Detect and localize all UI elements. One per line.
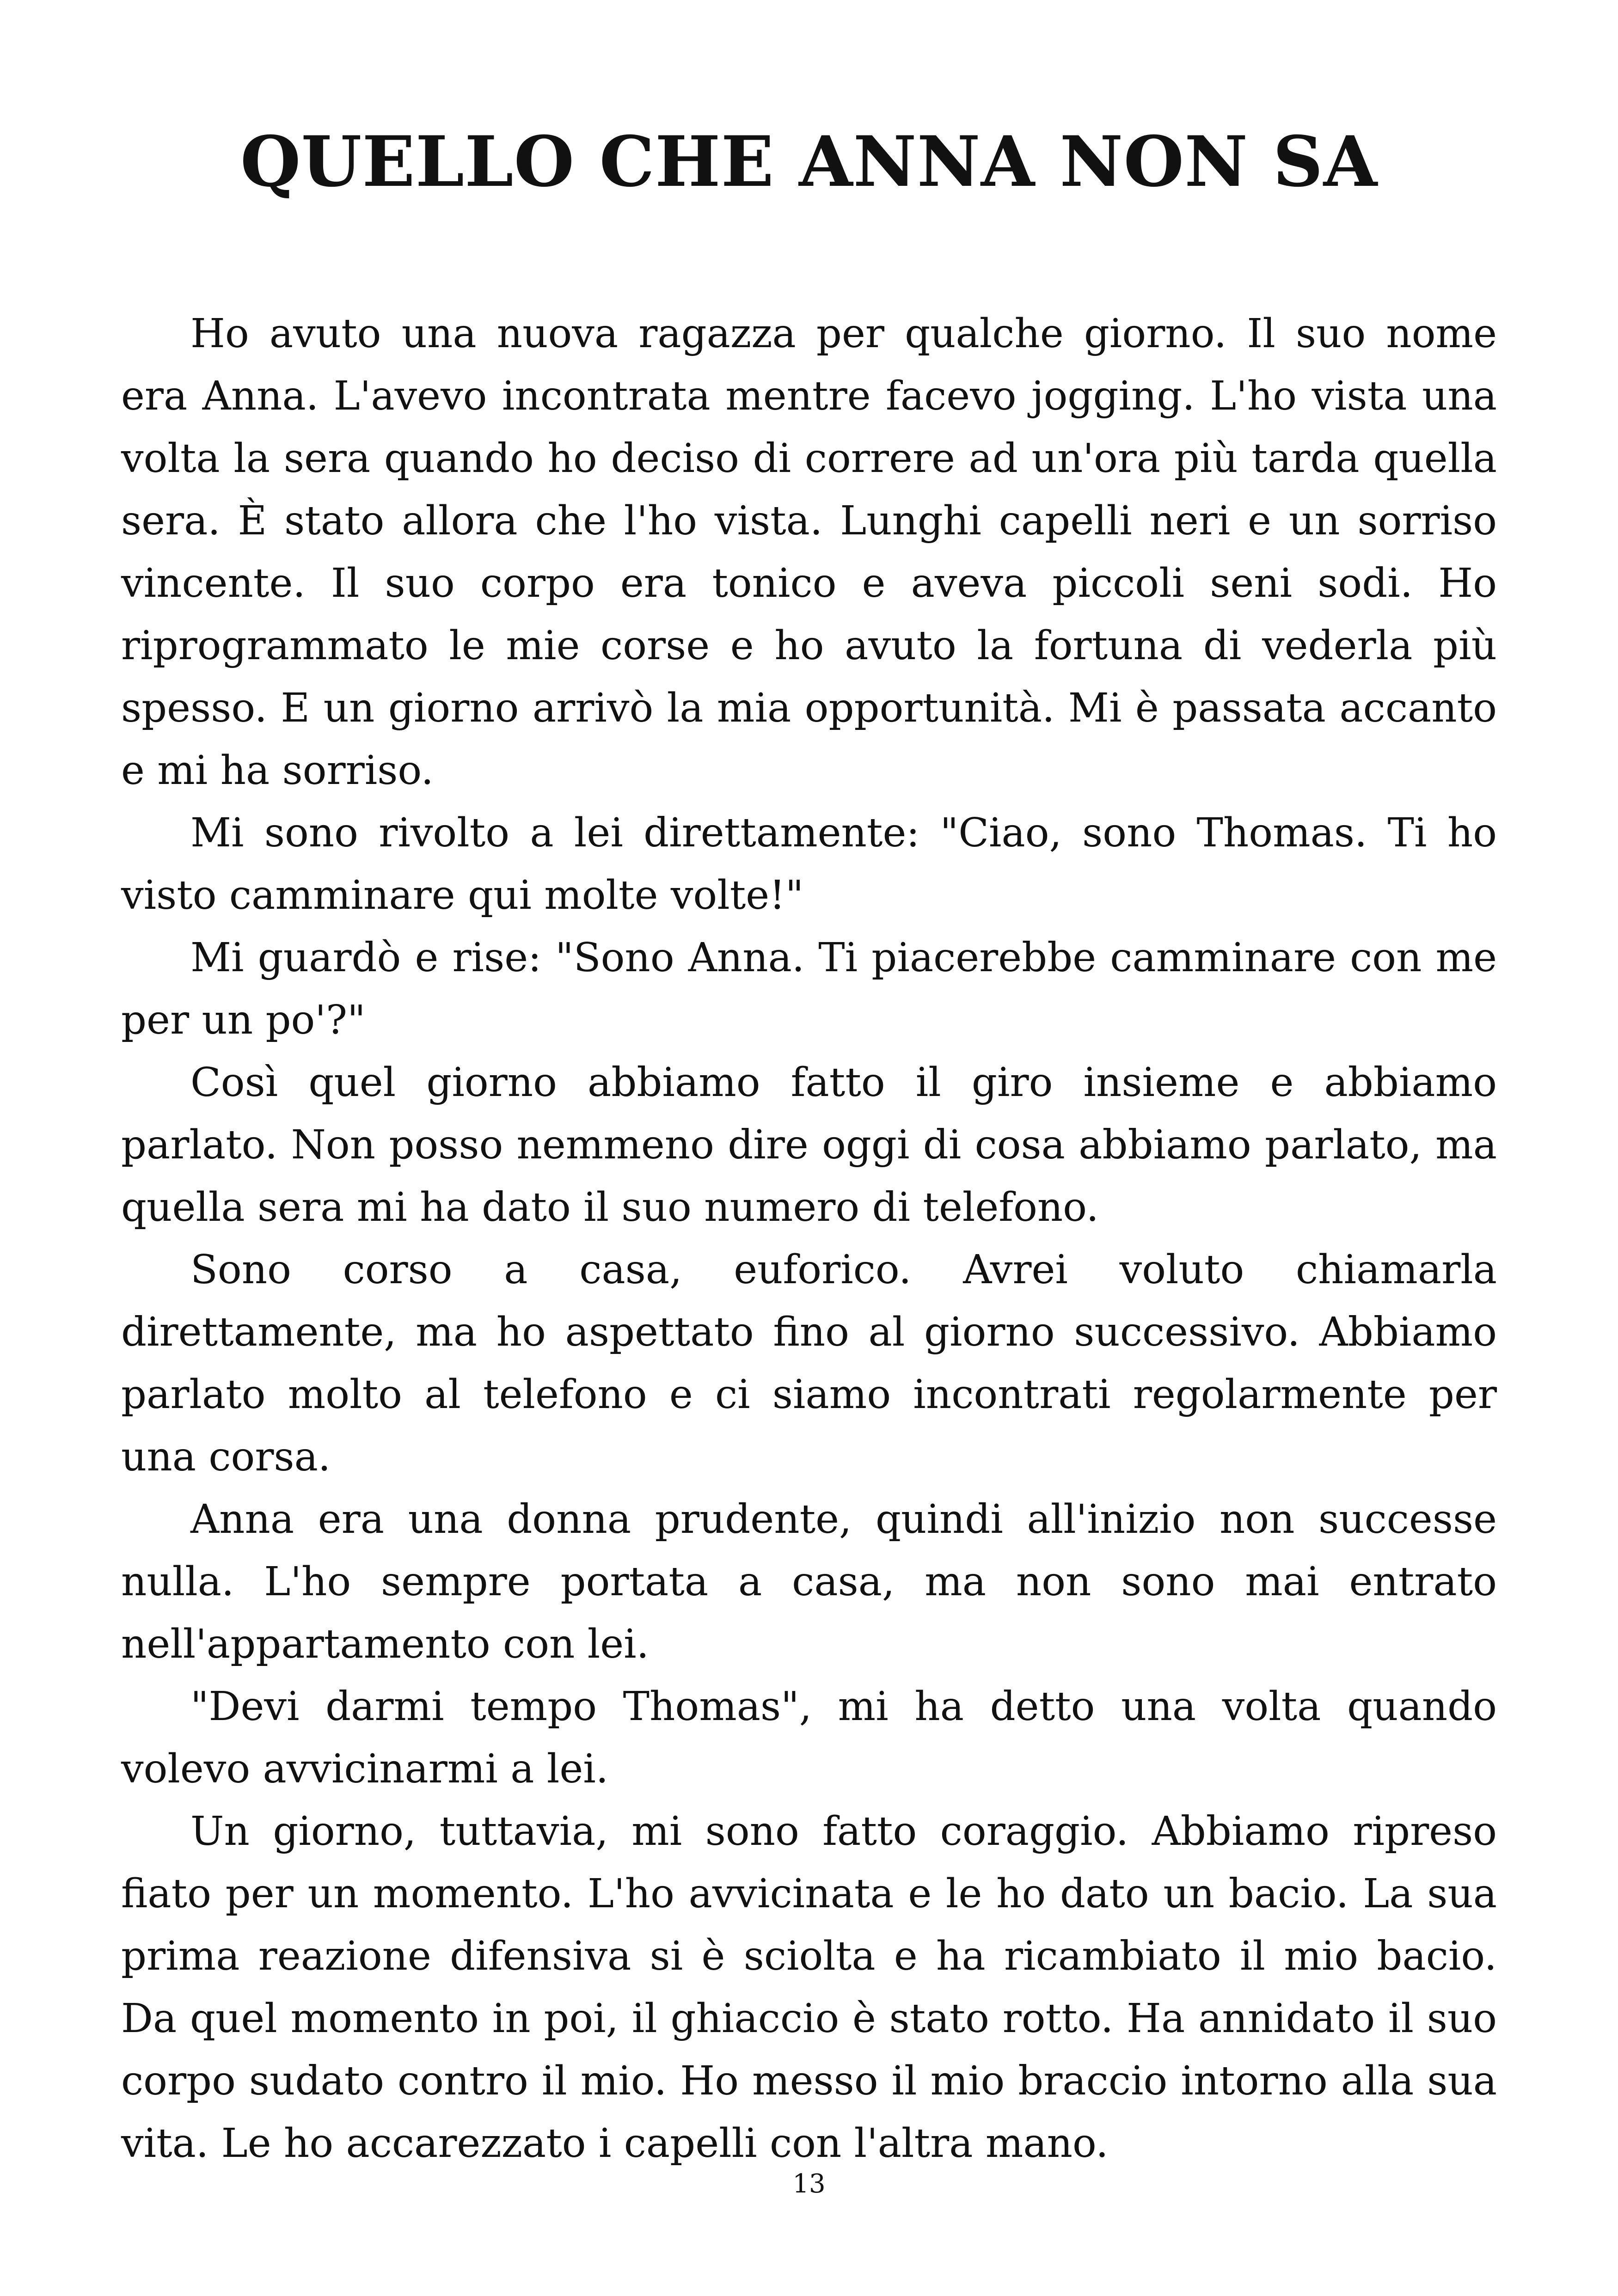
paragraph: Mi sono rivolto a lei direttamente: "Ciao, sono Thomas. Ti ho visto camminare qui molte volte!" bbox=[121, 810, 1497, 918]
paragraph: Sono corso a casa, euforico. Avrei voluto chiamarla direttamente, ma ho aspettato fino al giorno successivo. Abbiamo parlato molto al telefono e ci siamo incontrati regolarmente per una corsa. bbox=[121, 1247, 1497, 1480]
paragraph: Anna era una donna prudente, quindi all'inizio non successe nulla. L'ho sempre portata a casa, ma non sono mai entrato nell'appartamento con lei. bbox=[121, 1496, 1497, 1667]
page-number: 13 bbox=[792, 2169, 826, 2199]
chapter-title: QUELLO CHE ANNA NON SA bbox=[240, 121, 1378, 202]
paragraph: Mi guardò e rise: "Sono Anna. Ti piacerebbe camminare con me per un po'?" bbox=[121, 935, 1497, 1043]
paragraph: Un giorno, tuttavia, mi sono fatto coraggio. Abbiamo ripreso fiato per un momento. L'ho avvicinata e le ho dato un bacio. La sua prima reazione difensiva si è sciolta e ha ricambiato il mio bacio. Da quel momento in poi, il ghiaccio è stato rotto. Ha annidato il suo corpo sudato contro il mio. Ho messo il mio braccio intorno alla sua vita. Le ho accarezzato i capelli con l'altra mano. bbox=[121, 1808, 1497, 2167]
paragraph: Ho avuto una nuova ragazza per qualche giorno. Il suo nome era Anna. L'avevo incontrata mentre facevo jogging. L'ho vista una volta la sera quando ho deciso di correre ad un'ora più tarda quella sera. È stato allora che l'ho vista. Lunghi capelli neri e un sorriso vincente. Il suo corpo era tonico e aveva piccoli seni sodi. Ho riprogrammato le mie corse e ho avuto la fortuna di vederla più spesso. E un giorno arrivò la mia opportunità. Mi è passata accanto e mi ha sorriso. bbox=[121, 311, 1497, 794]
paragraph: "Devi darmi tempo Thomas", mi ha detto una volta quando volevo avvicinarmi a lei. bbox=[121, 1684, 1497, 1792]
chapter-body bbox=[121, 303, 1497, 2175]
paragraph: Così quel giorno abbiamo fatto il giro insieme e abbiamo parlato. Non posso nemmeno dire oggi di cosa abbiamo parlato, ma quella sera mi ha dato il suo numero di telefono. bbox=[121, 1059, 1497, 1231]
